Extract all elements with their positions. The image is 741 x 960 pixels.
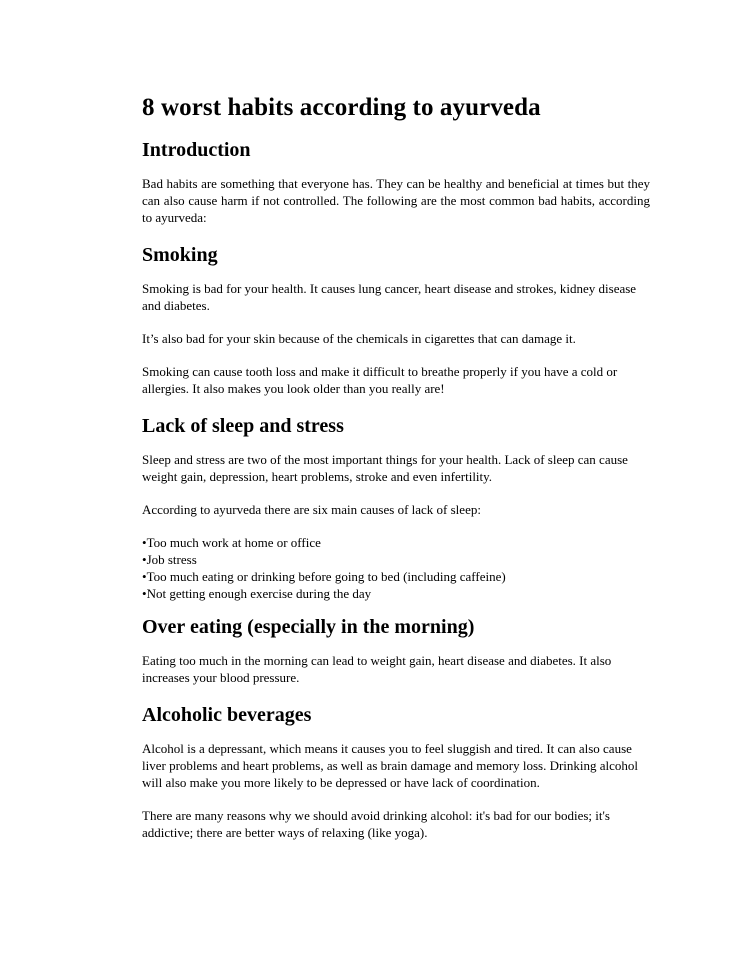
section-lack-of-sleep: [142, 413, 650, 602]
paragraph: According to ayurveda there are six main causes of lack of sleep:: [142, 502, 481, 517]
section-over-eating: [142, 614, 650, 686]
section-heading: Over eating (especially in the morning): [142, 616, 475, 638]
list-item: • Too much eating or drinking before going to bed (including caffeine): [142, 568, 650, 585]
section-heading: Alcoholic beverages: [142, 704, 312, 726]
bullet-list: [142, 534, 650, 602]
paragraph: It’s also bad for your skin because of the chemicals in cigarettes that can damage it.: [142, 331, 576, 346]
list-item: • Too much work at home or office: [142, 534, 650, 551]
paragraph: Bad habits are something that everyone has. They can be healthy and beneficial at times but they can also cause harm if not controlled. The following are the most common bad habits, according to ayurveda:: [142, 176, 650, 225]
document-page: [142, 92, 650, 857]
paragraph: Eating too much in the morning can lead to weight gain, heart disease and diabetes. It also increases your blood pressure.: [142, 653, 612, 685]
section-heading: Smoking: [142, 244, 218, 266]
section-introduction: [142, 137, 650, 226]
paragraph: Alcohol is a depressant, which means it causes you to feel sluggish and tired. It can also cause liver problems and heart problems, as well as brain damage and memory loss. Drinking alcohol will also make you more likely to be depressed or have lack of coordination.: [142, 741, 639, 790]
section-alcoholic-beverages: [142, 702, 650, 841]
list-item: • Not getting enough exercise during the day: [142, 585, 650, 602]
page-title: 8 worst habits according to ayurveda: [142, 94, 541, 121]
paragraph: There are many reasons why we should avoid drinking alcohol: it's bad for our bodies; it's addictive; there are better ways of relaxing (like yoga).: [142, 808, 610, 840]
section-heading: Lack of sleep and stress: [142, 415, 344, 437]
paragraph: Sleep and stress are two of the most important things for your health. Lack of sleep can cause weight gain, depression, heart problems, stroke and even infertility.: [142, 452, 628, 484]
section-smoking: [142, 242, 650, 397]
section-heading: Introduction: [142, 139, 251, 161]
paragraph: Smoking is bad for your health. It causes lung cancer, heart disease and strokes, kidney disease and diabetes.: [142, 281, 637, 313]
list-item: • Job stress: [142, 551, 650, 568]
paragraph: Smoking can cause tooth loss and make it difficult to breathe properly if you have a cold or allergies. It also makes you look older than you really are!: [142, 364, 618, 396]
